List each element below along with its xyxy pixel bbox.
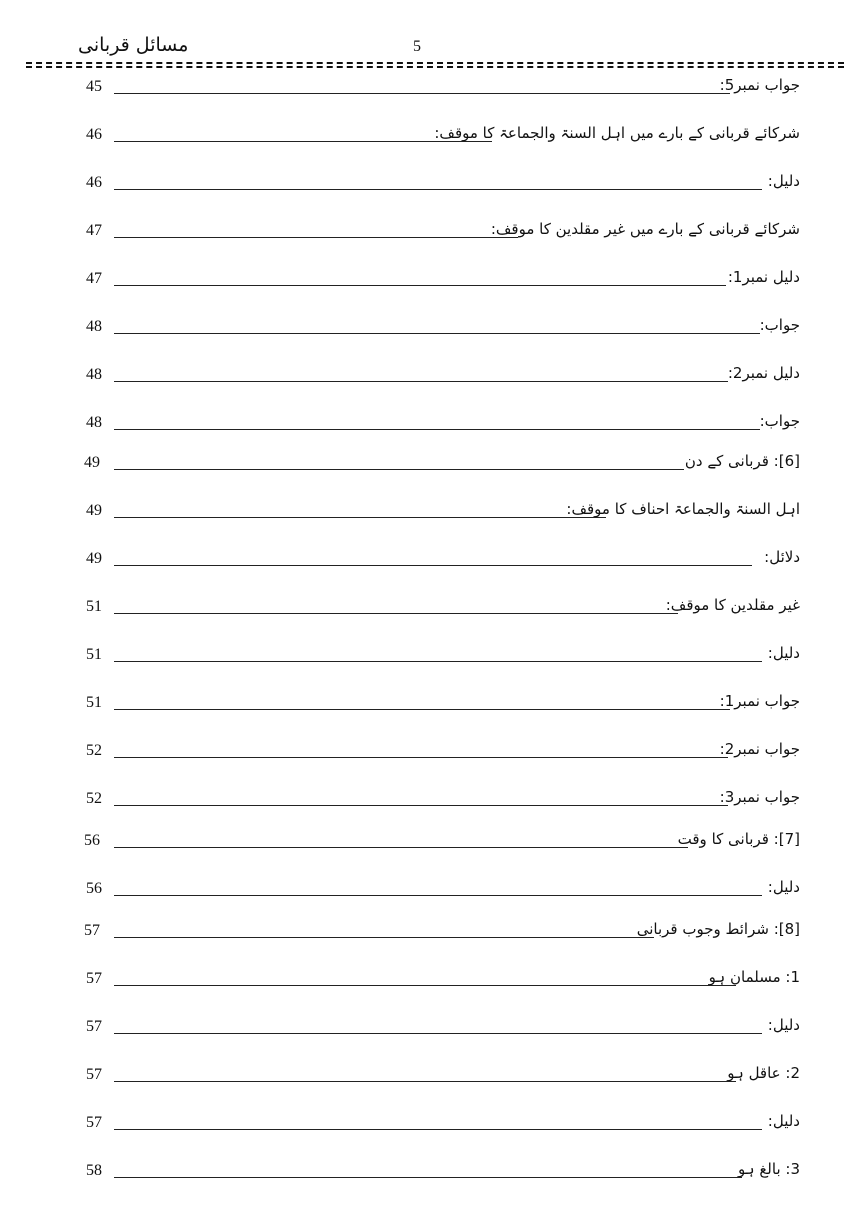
toc-entry[interactable] bbox=[0, 1154, 868, 1182]
toc-entry-title: دلیل: bbox=[767, 1112, 800, 1130]
leader-line bbox=[114, 1033, 762, 1034]
toc-entry[interactable] bbox=[0, 310, 868, 338]
header-divider bbox=[26, 62, 844, 64]
toc-entry-title: [7]: قربانی کا وقت bbox=[677, 830, 800, 848]
toc-entry[interactable] bbox=[0, 782, 868, 810]
leader-line bbox=[114, 661, 762, 662]
toc-entry-page: 48 bbox=[86, 414, 102, 431]
toc-entry-title: 2: عاقل ہو bbox=[727, 1064, 800, 1082]
toc-entry[interactable] bbox=[0, 214, 868, 242]
toc-entry[interactable] bbox=[0, 118, 868, 146]
toc-entry-page: 47 bbox=[86, 270, 102, 287]
leader-line bbox=[114, 469, 684, 470]
toc-entry-page: 46 bbox=[86, 174, 102, 191]
toc-entry[interactable] bbox=[0, 638, 868, 666]
toc-chapter-entry[interactable] bbox=[0, 914, 868, 942]
toc-entry-title: دلیل: bbox=[767, 878, 800, 896]
book-title: مسائل قربانی bbox=[78, 34, 189, 56]
toc-entry-title: دلیل: bbox=[767, 172, 800, 190]
toc-entry-page: 49 bbox=[86, 502, 102, 519]
toc-entry[interactable] bbox=[0, 590, 868, 618]
leader-line bbox=[114, 937, 654, 938]
toc-entry[interactable] bbox=[0, 734, 868, 762]
toc-entry-title: [8]: شرائط وجوب قربانی bbox=[636, 920, 800, 938]
leader-line bbox=[114, 189, 762, 190]
toc-entry-title: [6]: قربانی کے دن bbox=[684, 452, 800, 470]
toc-entry-title: شرکائے قربانی کے بارے میں اہل السنۃ والجماعۃ کا موقف: bbox=[434, 124, 800, 142]
toc-entry-title: جواب نمبر2: bbox=[719, 740, 800, 758]
page-header bbox=[0, 0, 868, 70]
toc-entry-page: 56 bbox=[84, 832, 100, 849]
header-divider-secondary bbox=[26, 66, 844, 68]
leader-line bbox=[114, 847, 688, 848]
leader-line bbox=[114, 985, 736, 986]
leader-line bbox=[114, 517, 606, 518]
toc-entry-page: 51 bbox=[86, 598, 102, 615]
leader-line bbox=[114, 1177, 742, 1178]
leader-line bbox=[114, 1129, 762, 1130]
leader-line bbox=[114, 757, 728, 758]
toc-entry-page: 57 bbox=[86, 970, 102, 987]
leader-line bbox=[114, 565, 752, 566]
toc-entry-title: شرکائے قربانی کے بارے میں غیر مقلدین کا موقف: bbox=[490, 220, 800, 238]
leader-line bbox=[114, 709, 730, 710]
toc-entry-title: جواب نمبر3: bbox=[719, 788, 800, 806]
leader-line bbox=[114, 285, 726, 286]
toc-entry-title: 3: بالغ ہو bbox=[738, 1160, 800, 1178]
toc-entry-title: دلیل نمبر1: bbox=[727, 268, 800, 286]
toc-entry[interactable] bbox=[0, 70, 868, 98]
toc-entry-page: 57 bbox=[86, 1066, 102, 1083]
leader-line bbox=[114, 141, 492, 142]
toc-entry-title: جواب: bbox=[759, 412, 800, 430]
toc-entry-page: 58 bbox=[86, 1162, 102, 1179]
toc-entry-page: 49 bbox=[84, 454, 100, 471]
toc-entry[interactable] bbox=[0, 1106, 868, 1134]
toc-entry-title: دلیل: bbox=[767, 1016, 800, 1034]
toc-entry-title: جواب: bbox=[759, 316, 800, 334]
toc-entry-page: 47 bbox=[86, 222, 102, 239]
toc-entry-title: دلیل نمبر2: bbox=[727, 364, 800, 382]
toc-entry[interactable] bbox=[0, 494, 868, 522]
toc-entry-title: دلیل: bbox=[767, 644, 800, 662]
toc-chapter-entry[interactable] bbox=[0, 824, 868, 852]
toc-entry-page: 52 bbox=[86, 742, 102, 759]
toc-entry-page: 48 bbox=[86, 366, 102, 383]
leader-line bbox=[114, 429, 760, 430]
toc-entry-title: 1: مسلمان ہو bbox=[708, 968, 800, 986]
toc-entry-page: 45 bbox=[86, 78, 102, 95]
leader-line bbox=[114, 805, 728, 806]
toc-entry-page: 57 bbox=[86, 1114, 102, 1131]
toc-entry-page: 48 bbox=[86, 318, 102, 335]
toc-entry[interactable] bbox=[0, 686, 868, 714]
leader-line bbox=[114, 895, 762, 896]
toc-entry-title: جواب نمبر1: bbox=[719, 692, 800, 710]
toc-entry[interactable] bbox=[0, 1010, 868, 1038]
toc-entry-page: 51 bbox=[86, 646, 102, 663]
toc-entry-title: غیر مقلدین کا موقف: bbox=[665, 596, 800, 614]
toc-entry-page: 49 bbox=[86, 550, 102, 567]
page-number: 5 bbox=[413, 38, 421, 55]
toc-entry[interactable] bbox=[0, 542, 868, 570]
leader-line bbox=[114, 333, 760, 334]
toc-entry-page: 46 bbox=[86, 126, 102, 143]
toc-chapter-entry[interactable] bbox=[0, 446, 868, 474]
toc-entry[interactable] bbox=[0, 406, 868, 434]
leader-line bbox=[114, 381, 728, 382]
toc-entry-page: 56 bbox=[86, 880, 102, 897]
toc-entry[interactable] bbox=[0, 358, 868, 386]
toc-entry[interactable] bbox=[0, 262, 868, 290]
toc-entry-title: دلائل: bbox=[764, 548, 800, 566]
leader-line bbox=[114, 237, 518, 238]
toc-entry-page: 57 bbox=[84, 922, 100, 939]
leader-line bbox=[114, 1081, 736, 1082]
toc-entry[interactable] bbox=[0, 962, 868, 990]
toc-entry-title: اہل السنۃ والجماعۃ احناف کا موقف: bbox=[566, 500, 800, 518]
toc-entry[interactable] bbox=[0, 872, 868, 900]
toc-entry-page: 52 bbox=[86, 790, 102, 807]
toc-entry-page: 57 bbox=[86, 1018, 102, 1035]
leader-line bbox=[114, 613, 678, 614]
toc-entry-page: 51 bbox=[86, 694, 102, 711]
toc-entry[interactable] bbox=[0, 1058, 868, 1086]
leader-line bbox=[114, 93, 730, 94]
toc-entry-title: جواب نمبر5: bbox=[719, 76, 800, 94]
toc-entry[interactable] bbox=[0, 166, 868, 194]
